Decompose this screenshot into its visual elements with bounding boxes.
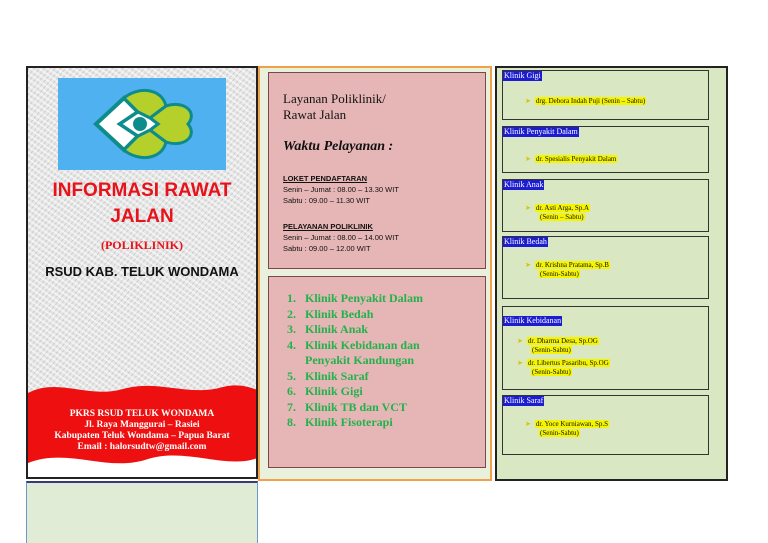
- clinic-name: Klinik Bedah: [305, 306, 374, 321]
- clinic-service-saturday: Sabtu : 09.00 – 12.00 WIT: [283, 244, 371, 253]
- clinic-service-weekday: Senin – Jumat : 08.00 – 14.00 WIT: [283, 233, 399, 242]
- doctor-schedule: (Senin – Sabtu): [540, 213, 584, 221]
- clinic-box-saraf: [502, 395, 709, 455]
- title-line: INFORMASI RAWAT: [52, 180, 232, 201]
- doctor-row: [517, 359, 610, 377]
- clinic-heading: Klinik Saraf: [504, 396, 544, 405]
- list-number: 7.: [287, 399, 296, 414]
- clinic-box-penyakit-dalam: [502, 126, 709, 173]
- list-number: 1.: [287, 291, 296, 305]
- clinic-box-gigi: [502, 70, 709, 120]
- list-number: 4.: [287, 337, 296, 352]
- list-item: [287, 384, 423, 400]
- page-title: [28, 178, 256, 230]
- list-item: [287, 338, 423, 354]
- doctor-schedule: (Senin-Sabtu): [540, 429, 579, 437]
- footer-email: Email : halorsudtw@gmail.com: [77, 442, 207, 452]
- clinic-heading: Klinik Kebidanan: [504, 316, 562, 325]
- list-item: [287, 353, 423, 369]
- clinic-name: Klinik Fisoterapi: [305, 415, 393, 429]
- clinic-box-anak: [502, 179, 709, 232]
- clinic-list-box: [268, 276, 486, 468]
- service-heading-line: Layanan Poliklinik/: [283, 91, 386, 106]
- clinic-heading: Klinik Gigi: [504, 71, 541, 80]
- doctor-row: [525, 155, 617, 164]
- footer-contact: [28, 409, 256, 453]
- hospital-name: RSUD KAB. TELUK WONDAMA: [45, 264, 239, 279]
- doctor-row: [525, 420, 609, 438]
- registration-saturday: Sabtu : 09.00 – 11.30 WIT: [283, 196, 370, 205]
- hospital-logo: [58, 78, 226, 170]
- arrow-bullet-icon: ➤: [525, 155, 531, 163]
- clinic-heading: Klinik Penyakit Dalam: [504, 127, 578, 136]
- doctor-name: dr. Asti Arga, Sp.A: [535, 204, 590, 212]
- right-panel: [495, 66, 728, 481]
- clinic-name: Klinik Gigi: [305, 384, 363, 398]
- doctor-name: dr. Krishna Pratama, Sp.B: [535, 261, 609, 269]
- clinic-name: Klinik Saraf: [305, 368, 369, 383]
- arrow-bullet-icon: ➤: [517, 337, 523, 345]
- footer-line: Jl. Raya Manggurai – Rasiei: [84, 420, 200, 430]
- doctor-row: [525, 204, 590, 222]
- list-number: 8.: [287, 415, 296, 429]
- list-number: [287, 353, 305, 369]
- list-item: [287, 369, 423, 385]
- doctor-name: dr. Yoce Kurniawan, Sp.S: [535, 420, 609, 428]
- clinic-list: [287, 291, 423, 431]
- doctor-name: drg. Debora Indah Puji (Senin – Sabtu): [535, 97, 646, 105]
- list-number: 3.: [287, 322, 296, 336]
- middle-panel: [258, 66, 492, 481]
- list-item: [287, 415, 423, 431]
- doctor-name: dr. Dharma Desa, Sp.OG: [527, 337, 598, 345]
- doctor-schedule: (Senin-Sabtu): [532, 346, 571, 354]
- service-heading-line: Rawat Jalan: [283, 107, 347, 122]
- arrow-bullet-icon: ➤: [525, 420, 531, 428]
- clinic-name: Klinik Anak: [305, 322, 369, 336]
- clinic-service-heading: PELAYANAN POLIKLINIK: [283, 222, 373, 231]
- clinic-name: Penyakit Kandungan: [305, 353, 415, 367]
- footer-line: Kabupaten Teluk Wondama – Papua Barat: [54, 431, 230, 441]
- subtitle: (POLIKLINIK): [100, 238, 183, 252]
- left-panel: [26, 66, 258, 479]
- arrow-bullet-icon: ➤: [517, 359, 523, 367]
- left-bottom-strip: [26, 481, 258, 543]
- doctor-row: [517, 337, 599, 355]
- registration-weekday: Senin – Jumat : 08.00 – 13.30 WIT: [283, 185, 399, 194]
- title-line: JALAN: [110, 206, 174, 227]
- clinic-heading: Klinik Anak: [504, 180, 544, 189]
- service-time-heading: Waktu Pelayanan :: [283, 139, 394, 154]
- service-heading: [283, 91, 386, 123]
- schedule-box: [268, 72, 486, 269]
- list-item: [287, 322, 423, 338]
- list-item: [287, 307, 423, 323]
- doctor-schedule: (Senin-Sabtu): [532, 368, 571, 376]
- clinic-name: Klinik Kebidanan dan: [305, 337, 420, 352]
- footer-line: PKRS RSUD TELUK WONDAMA: [69, 409, 215, 419]
- list-number: 2.: [287, 306, 296, 321]
- clinic-box-bedah: [502, 236, 709, 299]
- list-number: 5.: [287, 368, 296, 383]
- red-footer-banner: [28, 381, 256, 477]
- arrow-bullet-icon: ➤: [525, 261, 531, 269]
- doctor-schedule: (Senin-Sabtu): [540, 270, 579, 278]
- arrow-bullet-icon: ➤: [525, 97, 531, 105]
- clinic-name: Klinik TB dan VCT: [305, 399, 407, 414]
- doctor-name: dr. Libertus Pasaribu, Sp.OG: [527, 359, 609, 367]
- list-item: [287, 291, 423, 307]
- list-item: [287, 400, 423, 416]
- doctor-name: dr. Spesialis Penyakit Dalam: [535, 155, 617, 163]
- registration-heading: LOKET PENDAFTARAN: [283, 174, 368, 183]
- clinic-box-kebidanan: [502, 306, 709, 390]
- doctor-row: [525, 97, 646, 106]
- clinic-name: Klinik Penyakit Dalam: [305, 291, 424, 305]
- list-number: 6.: [287, 384, 296, 398]
- arrow-bullet-icon: ➤: [525, 204, 531, 212]
- doctor-row: [525, 261, 610, 279]
- clinic-heading: Klinik Bedah: [504, 237, 547, 246]
